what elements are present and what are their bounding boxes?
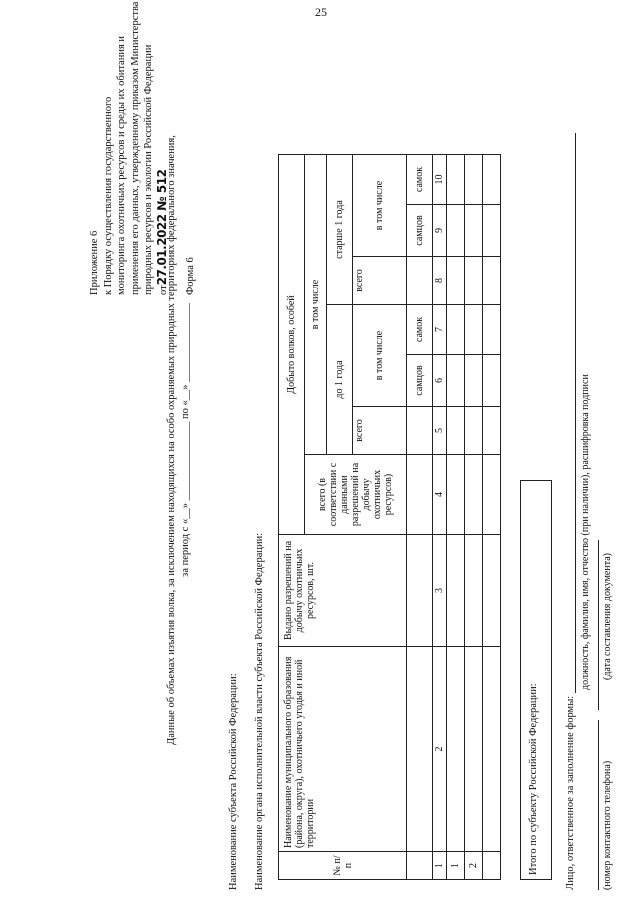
appendix-header xyxy=(88,1,170,295)
document-title xyxy=(165,0,193,880)
header-spacer xyxy=(407,535,433,647)
table-cell xyxy=(465,355,483,407)
table-cell xyxy=(447,205,465,257)
table-cell xyxy=(447,305,465,355)
date-caption: (дата составления документа) xyxy=(602,553,613,680)
column-number: 10 xyxy=(433,155,447,205)
header-harvested: Добыто волков, особей xyxy=(279,155,305,535)
row-number xyxy=(483,852,501,880)
header-spacer xyxy=(407,852,433,880)
column-number: 1 xyxy=(433,852,447,880)
table-cell xyxy=(483,535,501,647)
subject-label: Наименование субъекта Российской Федерации: xyxy=(228,673,239,890)
phone-line xyxy=(598,720,599,890)
table-cell xyxy=(465,535,483,647)
header-all-under: всего xyxy=(353,407,407,455)
form-label: Форма 6 xyxy=(185,257,196,295)
column-number: 6 xyxy=(433,355,447,407)
table-cell xyxy=(447,647,465,852)
header-spacer xyxy=(407,257,433,305)
column-number: 7 xyxy=(433,305,447,355)
table-cell xyxy=(447,355,465,407)
filler-signature-line xyxy=(566,133,576,693)
appendix-line: природных ресурсов и экологии Российской Федерации xyxy=(143,44,154,295)
table-cell xyxy=(483,647,501,852)
header-male-over: самцов xyxy=(407,205,433,257)
table-cell xyxy=(483,455,501,535)
row-number: 1 xyxy=(447,852,465,880)
handwritten-date-signature: 27.01.2022 № 512 xyxy=(154,169,169,286)
from-label: от xyxy=(157,285,169,295)
column-number: 5 xyxy=(433,407,447,455)
header-under-1: до 1 года xyxy=(327,305,353,455)
period-line: за период с «__» _______________ по «__» _______________ xyxy=(180,303,191,577)
harvest-table xyxy=(278,154,501,880)
column-number: 2 xyxy=(433,647,447,852)
header-female-over: самок xyxy=(407,155,433,205)
table-cell xyxy=(465,257,483,305)
header-incl-under: в том числе xyxy=(353,305,407,407)
table-cell xyxy=(465,305,483,355)
header-spacer xyxy=(407,647,433,852)
column-number: 3 xyxy=(433,535,447,647)
appendix-line: к Порядку осуществления государственного xyxy=(102,96,114,295)
header-incl-over: в том числе xyxy=(353,155,407,257)
header-total-permits: всего (в соответствии с данными разрешений на добычу охотничьих ресурсов) xyxy=(305,455,407,535)
table-cell xyxy=(447,455,465,535)
organ-label: Наименование органа исполнительной власти субъекта Российской Федерации: xyxy=(254,532,265,890)
header-spacer xyxy=(407,455,433,535)
header-male-under: самцов xyxy=(407,355,433,407)
table-cell xyxy=(465,647,483,852)
table-cell xyxy=(465,407,483,455)
appendix-line: мониторинга охотничьих ресурсов и среды их обитания и xyxy=(116,35,127,295)
table-cell xyxy=(447,407,465,455)
column-number: 8 xyxy=(433,257,447,305)
total-row xyxy=(520,480,552,880)
table-cell xyxy=(483,355,501,407)
responsible-person xyxy=(565,133,576,890)
filler-caption: должность, фамилия, имя, отчество (при наличии), расшифровка подписи xyxy=(580,374,591,690)
table-cell xyxy=(465,455,483,535)
table-cell xyxy=(483,305,501,355)
table-cell xyxy=(483,205,501,257)
header-female-under: самок xyxy=(407,305,433,355)
header-all-over: всего xyxy=(353,257,407,305)
total-label: Итого по субъекту Российской Федерации: xyxy=(528,683,539,875)
date-line xyxy=(598,540,599,710)
table-cell xyxy=(483,407,501,455)
phone-caption: (номер контактного телефона) xyxy=(602,760,613,890)
appendix-line: применения его данных, утвержденному приказом Министерства xyxy=(129,1,141,295)
appendix-line: Приложение 6 xyxy=(89,230,100,295)
title-line: Данные об объемах изъятия волка, за исключением находящихся на особо охраняемых природных территориях федерального значения, xyxy=(166,135,177,745)
header-num: № п/п xyxy=(279,852,407,880)
table-cell xyxy=(465,205,483,257)
table-row xyxy=(465,155,483,880)
page-number: 25 xyxy=(315,5,327,19)
column-number: 4 xyxy=(433,455,447,535)
table-row xyxy=(483,155,501,880)
header-spacer xyxy=(407,407,433,455)
table-cell xyxy=(447,535,465,647)
table-row xyxy=(447,155,465,880)
table-cell xyxy=(483,257,501,305)
table-cell xyxy=(483,155,501,205)
table-cell xyxy=(447,257,465,305)
header-over-1: старше 1 года xyxy=(327,155,353,305)
header-municipality: Наименование муниципального образования (района, округа), охотничьего угодья и иной территории xyxy=(279,647,407,852)
table-cell xyxy=(465,155,483,205)
column-number: 9 xyxy=(433,205,447,257)
rotated-form xyxy=(10,1,625,890)
row-number: 2 xyxy=(465,852,483,880)
header-incl: в том числе xyxy=(305,155,327,455)
table-cell xyxy=(447,155,465,205)
header-permits: Выдано разрешений на добычу охотничьих ресурсов, шт. xyxy=(279,535,407,647)
filler-label: Лицо, ответственное за заполнение формы: xyxy=(565,695,576,890)
